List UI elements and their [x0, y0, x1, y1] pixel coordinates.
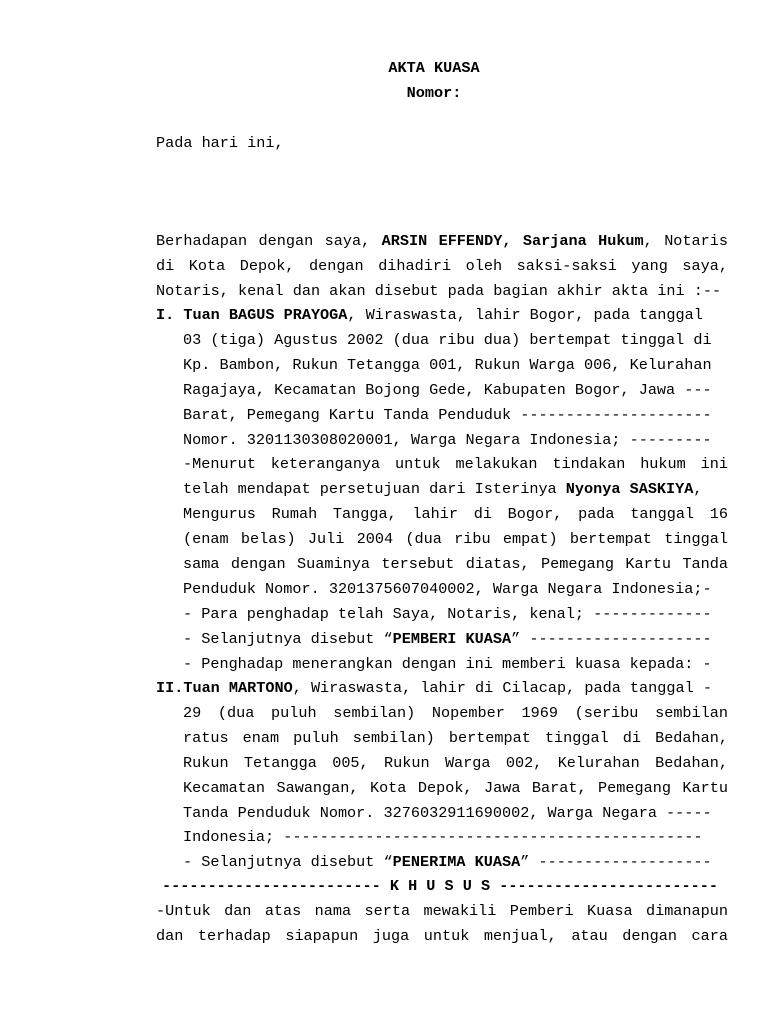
khusus-heading: ------------------------ K H U S U S ------------------------ — [162, 877, 718, 895]
party2-line: 29 (dua puluh sembilan) Nopember 1969 (seribu sembilan — [183, 703, 728, 722]
party1-line: Kp. Bambon, Rukun Tetangga 001, Rukun Warga 006, Kelurahan — [183, 355, 712, 374]
party1-line: Barat, Pemegang Kartu Tanda Penduduk --------------------- — [183, 405, 712, 424]
document-number-label: Nomor: — [406, 84, 462, 102]
closing-line: dan terhadap siapapun juga untuk menjual, atau dengan cara — [156, 926, 728, 945]
party1-line: - Penghadap menerangkan dengan ini memberi kuasa kepada: - — [183, 654, 712, 673]
document-title: AKTA KUASA — [388, 59, 480, 77]
party1-line: - Selanjutnya disebut “PEMBERI KUASA” -------------------- — [183, 629, 712, 648]
party1-line: Penduduk Nomor. 3201375607040002, Warga Negara Indonesia;- — [183, 579, 712, 598]
party1-line: Mengurus Rumah Tangga, lahir di Bogor, pada tanggal 16 — [183, 505, 728, 524]
party1-line: -Menurut keteranganya untuk melakukan tindakan hukum ini — [183, 455, 728, 474]
intro-line: Notaris, kenal dan akan disebut pada bagian akhir akta ini :-- — [156, 281, 722, 300]
party1-line: Ragajaya, Kecamatan Bojong Gede, Kabupaten Bogor, Jawa --- — [183, 380, 712, 399]
intro-line: di Kota Depok, dengan dihadiri oleh saksi-saksi yang saya, — [156, 256, 728, 275]
intro-line: Berhadapan dengan saya, ARSIN EFFENDY, Sarjana Hukum, Notaris — [156, 232, 728, 250]
party1-line: telah mendapat persetujuan dari Isterinya Nyonya SASKIYA, — [183, 480, 703, 499]
party2-line: ratus enam puluh sembilan) bertempat tinggal di Bedahan, — [183, 728, 728, 747]
party1-line: 03 (tiga) Agustus 2002 (dua ribu dua) bertempat tinggal di — [183, 330, 712, 349]
party2-line: II.Tuan MARTONO, Wiraswasta, lahir di Cilacap, pada tanggal - — [156, 679, 712, 697]
party1-line: Nomor. 3201130308020001, Warga Negara Indonesia; --------- — [183, 430, 712, 449]
party1-line: - Para penghadap telah Saya, Notaris, kenal; ------------- — [183, 604, 712, 623]
party1-line: (enam belas) Juli 2004 (dua ribu empat) bertempat tinggal — [183, 530, 728, 549]
party2-line: Rukun Tetangga 005, Rukun Warga 002, Kelurahan Bedahan, — [183, 753, 728, 772]
party1-line: sama dengan Suaminya tersebut diatas, Pemegang Kartu Tanda — [183, 555, 728, 573]
party2-line: Kecamatan Sawangan, Kota Depok, Jawa Barat, Pemegang Kartu — [183, 778, 728, 797]
party1-line: I. Tuan BAGUS PRAYOGA, Wiraswasta, lahir Bogor, pada tanggal — [156, 306, 703, 324]
party2-line: Indonesia; ---------------------------------------------- — [183, 828, 703, 847]
opening-line: Pada hari ini, — [156, 134, 284, 152]
closing-line: -Untuk dan atas nama serta mewakili Pemberi Kuasa dimanapun — [156, 902, 728, 920]
party2-line: - Selanjutnya disebut “PENERIMA KUASA” ------------------- — [183, 853, 712, 872]
party2-line: Tanda Penduduk Nomor. 3276032911690002, Warga Negara ----- — [183, 803, 712, 822]
